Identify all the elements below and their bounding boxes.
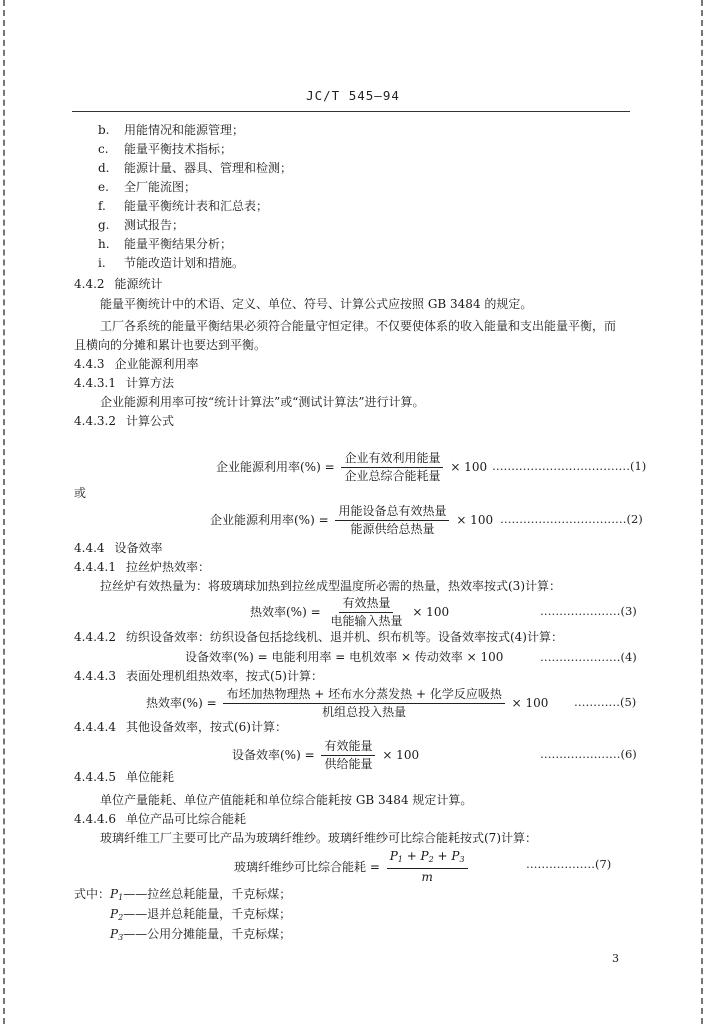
formula-1: 企业能源利用率(%) = $\frac{\text{企业有效利用能量}}{\text{企业总综合能耗量}}$ × 100 xyxy=(216,451,488,483)
paragraph: 玻璃纤维工厂主要可比产品为玻璃纤维纱。玻璃纤维纱可比综合能耗按式(7)计算： xyxy=(100,831,538,845)
paragraph: 工厂各系统的能量平衡结果必须符合能量守恒定律。不仅要使体系的收入能量和支出能量平衡，而 xyxy=(100,319,617,333)
document-header: JC/T 545—94 xyxy=(306,88,400,103)
formula-5: 热效率(%) = $\frac{\text{布坯加热物理热 + 坯布水分蒸发热 + 化学反应吸热}}{\text{机组总投入热量}}$ × 100 xyxy=(146,687,549,719)
section-heading-4-4-4-6: 4.4.4.6 单位产品可比综合能耗 xyxy=(74,812,246,826)
equation-number-2: ……………………………(2) xyxy=(500,512,643,526)
list-item: d. 能源计量、器具、管理和检测； xyxy=(98,161,293,175)
variable-definition: 式中：$P_1——$拉丝总耗能量，千克标煤； xyxy=(74,887,292,902)
equation-number-7: ………………(7) xyxy=(526,857,612,871)
list-item: c. 能量平衡技术指标； xyxy=(98,142,233,156)
section-heading-4-4-4-5: 4.4.4.5 单位能耗 xyxy=(74,770,174,784)
right-scan-edge xyxy=(701,0,703,1024)
section-heading-4-4-4-1: 4.4.4.1 拉丝炉热效率： xyxy=(74,560,210,574)
list-item: b. 用能情况和能源管理； xyxy=(98,123,245,137)
list-item: h. 能量平衡结果分析； xyxy=(98,237,233,251)
paragraph-continuation: 且横向的分摊和累计也要达到平衡。 xyxy=(74,338,267,352)
section-heading-4-4-2: 4.4.2 能源统计 xyxy=(74,277,163,291)
left-scan-edge xyxy=(3,0,5,1024)
paragraph: 拉丝炉有效热量为：将玻璃球加热到拉丝成型温度所必需的热量，热效率按式(3)计算： xyxy=(100,579,562,593)
formula-4: 设备效率(%) = 电能利用率 = 电机效率 × 传动效率 × 100 xyxy=(185,650,504,664)
equation-number-4: …………………(4) xyxy=(540,650,637,664)
equation-number-1: ………………………………(1) xyxy=(492,459,647,473)
section-heading-4-4-4: 4.4.4 设备效率 xyxy=(74,541,163,555)
page-number: 3 xyxy=(612,952,619,965)
section-heading-4-4-3-1: 4.4.3.1 计算方法 xyxy=(74,376,174,390)
header-rule xyxy=(72,111,630,112)
variable-definition: $P_2——$退并总耗能量，千克标煤； xyxy=(110,907,292,922)
equation-number-5: …………(5) xyxy=(574,695,637,709)
formula-3: 热效率(%) = $\frac{\text{有效热量}}{\text{电能输入热量}}$ × 100 xyxy=(250,596,450,628)
formula-2: 企业能源利用率(%) = $\frac{\text{用能设备总有效热量}}{\text{能源供给总热量}}$ × 100 xyxy=(210,504,494,536)
section-heading-4-4-4-3: 4.4.4.3 表面处理机组热效率，按式(5)计算： xyxy=(74,669,323,683)
section-heading-4-4-3: 4.4.3 企业能源利用率 xyxy=(74,357,199,371)
list-item: e. 全厂能流图； xyxy=(98,180,197,194)
paragraph: 单位产量能耗、单位产值能耗和单位综合能耗按 GB 3484 规定计算。 xyxy=(100,793,473,807)
variable-definition: $P_3——$公用分摊能量，千克标煤； xyxy=(110,927,292,942)
list-item: i. 节能改造计划和措施。 xyxy=(98,256,245,270)
section-heading-4-4-4-4: 4.4.4.4 其他设备效率，按式(6)计算： xyxy=(74,720,287,734)
formula-6: 设备效率(%) = $\frac{\text{有效能量}}{\text{供给能量}}$ × 100 xyxy=(232,739,420,771)
or-connector: 或 xyxy=(74,486,87,500)
equation-number-6: …………………(6) xyxy=(540,747,637,761)
list-item: f. 能量平衡统计表和汇总表； xyxy=(98,199,269,213)
section-heading-4-4-4-2: 4.4.4.2 纺织设备效率：纺织设备包括捻线机、退并机、织布机等。设备效率按式(4)计算： xyxy=(74,630,563,644)
list-item: g. 测试报告； xyxy=(98,218,185,232)
paragraph: 企业能源利用率可按“统计计算法”或“测试计算法”进行计算。 xyxy=(100,395,425,409)
formula-7: 玻璃纤维纱可比综合能耗 = $\frac{P_1 + P_2 + P_3}{m}$ xyxy=(234,849,471,885)
paragraph: 能量平衡统计中的术语、定义、单位、符号、计算公式应按照 GB 3484 的规定。 xyxy=(100,297,533,311)
section-heading-4-4-3-2: 4.4.3.2 计算公式 xyxy=(74,414,174,428)
equation-number-3: …………………(3) xyxy=(540,604,637,618)
